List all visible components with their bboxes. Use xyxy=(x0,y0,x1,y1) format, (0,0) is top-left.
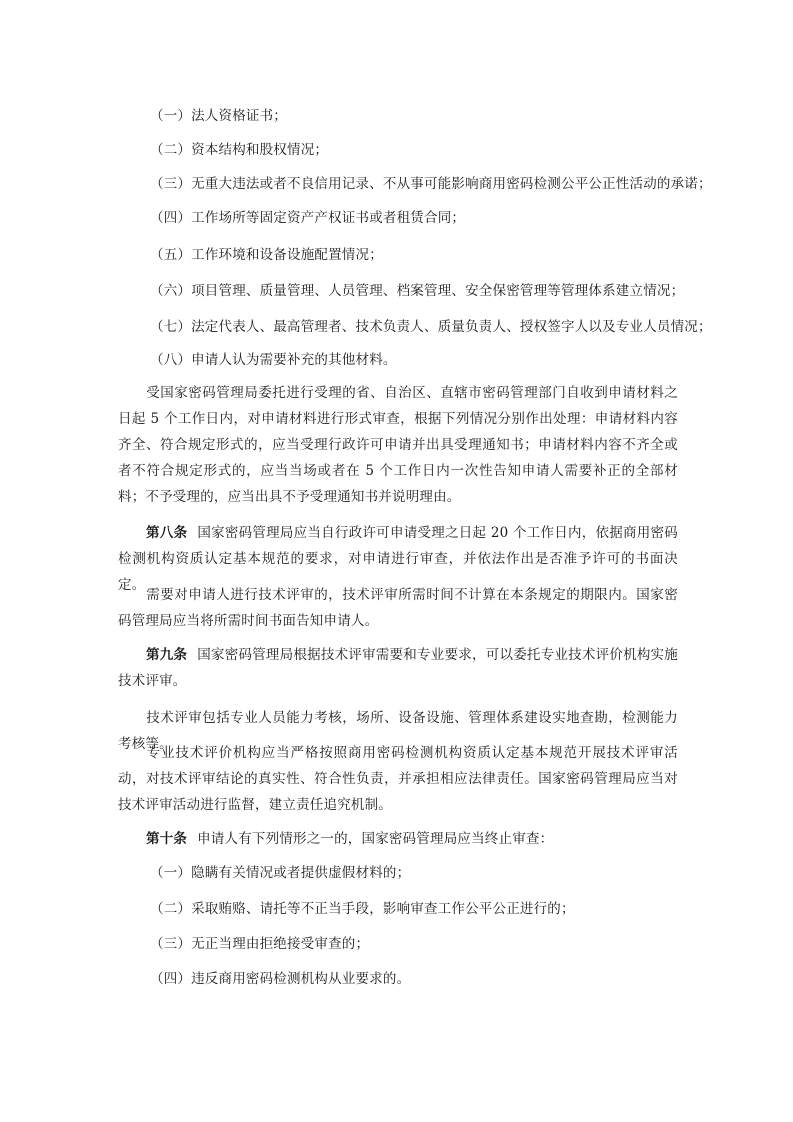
list-item: （四）工作场所等固定资产产权证书或者租赁合同； xyxy=(150,210,466,226)
list-item: （一）法人资格证书； xyxy=(150,108,287,124)
article-9 xyxy=(118,642,678,694)
list-item: （五）工作环境和设备设施配置情况； xyxy=(150,247,383,263)
article-label: 第十条 xyxy=(146,831,188,847)
list-item: （一）隐瞒有关情况或者提供虚假材料的； xyxy=(150,865,411,881)
paragraph-tech-org xyxy=(118,740,678,818)
list-item: （四）违反商用密码检测机构从业要求的。 xyxy=(150,971,411,987)
list-item: （三）无正当理由拒绝接受审查的； xyxy=(150,936,370,952)
paragraph-text: 需要对申请人进行技术评审的，技术评审所需时间不计算在本条规定的期限内。国家密码管理局应当将所需时间书面告知申请人。 xyxy=(118,587,678,629)
article-label: 第九条 xyxy=(146,647,188,663)
list-item: （八）申请人认为需要补充的其他材料。 xyxy=(150,352,397,368)
article-text: 国家密码管理局根据技术评审需要和专业要求，可以委托专业技术评价机构实施技术评审。 xyxy=(118,647,678,689)
paragraph-text: 技术评审包括专业人员能力考核，场所、设备设施、管理体系建设实地查勘，检测能力考核等。 xyxy=(118,710,678,752)
article-10 xyxy=(118,826,678,852)
article-label: 第八条 xyxy=(146,525,188,541)
list-item: （六）项目管理、质量管理、人员管理、档案管理、安全保密管理等管理体系建立情况； xyxy=(150,283,685,299)
article-text: 申请人有下列情形之一的，国家密码管理局应当终止审查： xyxy=(197,831,554,847)
paragraph-tech-time xyxy=(118,582,678,634)
paragraph-acceptance xyxy=(118,380,678,510)
article-text: 国家密码管理局应当自行政许可申请受理之日起 20 个工作日内，依据商用密码检测机构资质认定基本规范的要求，对申请进行审查，并依法作出是否准予许可的书面决定。 xyxy=(118,525,678,593)
list-item: （三）无重大违法或者不良信用记录、不从事可能影响商用密码检测公平公正性活动的承诺； xyxy=(150,176,712,192)
list-item: （二）资本结构和股权情况； xyxy=(150,142,329,158)
paragraph-text: 受国家密码管理局委托进行受理的省、自治区、直辖市密码管理部门自收到申请材料之日起 5 个工作日内，对申请材料进行形式审查，根据下列情况分别作出处理：申请材料内容齐全、符合规定形式的，应当受理行政许可申请并出具受理通知书；申请材料内容不齐全或者不符合规定形式的，应当当场或者在 5 个工作日内一次性告知申请人需要补正的全部材料；不予受理的，应当出具不予受理通知书并说明理由。 xyxy=(118,385,678,505)
list-item: （二）采取贿赂、请托等不正当手段，影响审查工作公平公正进行的； xyxy=(150,901,575,917)
list-item: （七）法定代表人、最高管理者、技术负责人、质量负责人、授权签字人以及专业人员情况； xyxy=(150,319,712,335)
paragraph-text: 专业技术评价机构应当严格按照商用密码检测机构资质认定基本规范开展技术评审活动，对技术评审结论的真实性、符合性负责，并承担相应法律责任。国家密码管理局应当对技术评审活动进行监督，建立责任追究机制。 xyxy=(118,745,678,813)
